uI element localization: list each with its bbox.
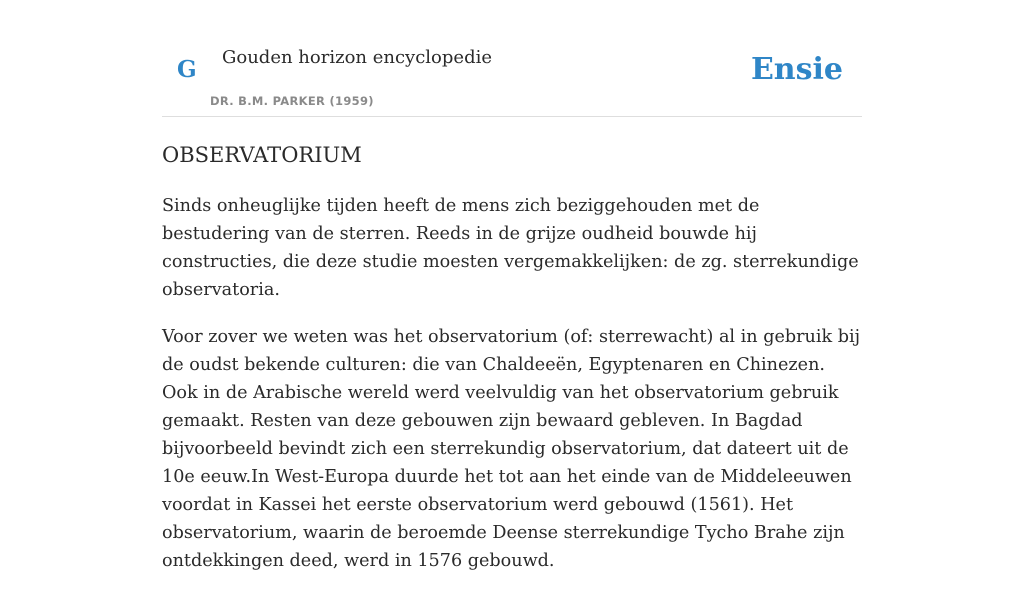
author-label: DR. B.M. PARKER (1959) [210, 94, 374, 108]
ensie-logo-link[interactable]: Ensie [750, 52, 843, 87]
book-logo-icon[interactable]: G [177, 56, 197, 83]
entry-body [162, 192, 864, 594]
entry-paragraph: Sinds onheuglijke tijden heeft de mens zich beziggehouden met de bestudering van de sterren. Reeds in de grijze oudheid bouwde hij constructies, die deze studie moesten vergemakkelijken: de zg. sterrekundige observatoria. [162, 196, 859, 300]
entry-paragraph: Voor zover we weten was het observatorium (of: sterrewacht) al in gebruik bij de oudst bekende culturen: die van Chaldeeën, Egyptenaren en Chinezen. Ook in de Arabische wereld werd veelvuldig van het observatorium gebruik gemaakt. Resten van deze gebouwen zijn bewaard gebleven. In Bagdad bijvoorbeeld bevindt zich een sterrekundig observatorium, dat dateert uit de 10e eeuw.In West-Europa duurde het tot aan het einde van de Middeleeuwen voordat in Kassei het eerste observatorium werd gebouwd (1561). Het observatorium, waarin de beroemde Deense sterrekundige Tycho Brahe zijn ontdekkingen deed, werd in 1576 gebouwd. [162, 327, 861, 571]
page-container [162, 0, 862, 571]
entry-title: OBSERVATORIUM [162, 143, 362, 167]
page-header [162, 0, 862, 117]
book-title-link[interactable]: Gouden horizon encyclopedie [222, 47, 492, 68]
